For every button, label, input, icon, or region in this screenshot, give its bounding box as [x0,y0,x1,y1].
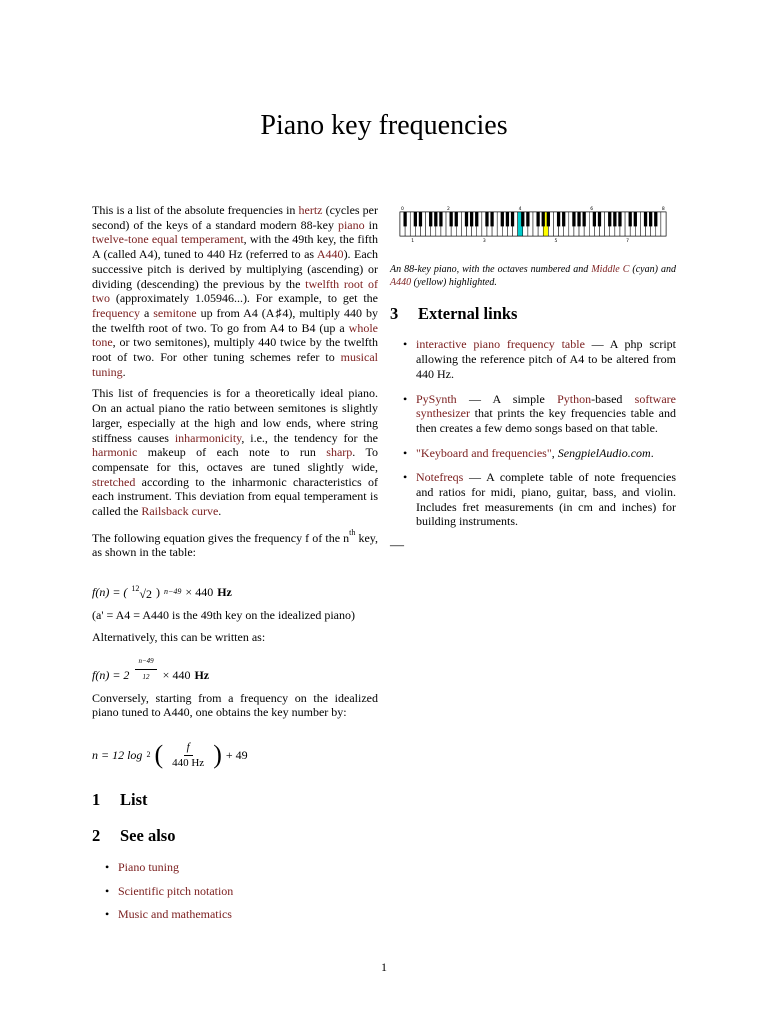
intro-paragraph-1 [92,203,378,379]
text-run: — A simple [456,391,558,406]
black-key [654,212,657,226]
black-key [485,212,488,226]
inline-link[interactable]: musical tuning [92,350,378,379]
text-run: This is a list of the absolute frequencies in [92,203,299,217]
black-key [450,212,453,226]
text-run: makeup of each note to run [137,445,327,460]
black-key [526,212,529,226]
text-run: , with the 49th key, the fifth A (called A4), tuned to 440 Hz (referred to as [92,232,378,262]
black-key [562,212,565,226]
octave-number: 8 [661,207,665,212]
text-run: that prints the key frequencies table and then creates a few demo songs based on that table. [416,406,676,435]
text-run: ). Each successive pitch is derived by multiplying (ascending) or dividing (descending) the previous by the [92,247,379,291]
equation-note: (a' = A4 = A440 is the 49th key on the idealized piano) [92,607,355,622]
inline-link[interactable]: stretched [92,474,136,489]
black-key [439,212,442,226]
alternative-text: Alternatively, this can be written as: [92,629,266,644]
inline-link[interactable]: frequency [92,305,140,320]
black-key [511,212,514,226]
black-key [598,212,601,226]
text-run: , [551,445,558,460]
dash-separator: — [390,538,404,554]
text-run: An 88-key piano, with the octaves numbered and [390,263,592,275]
text-run: . [650,445,654,460]
black-key [593,212,596,226]
see-also-link[interactable]: Music and mathematics [118,907,232,922]
text-run: SengpielAudio.com [557,445,651,460]
black-key [572,212,575,226]
list-item [118,884,378,899]
piano-figure [390,203,676,257]
text-run: (cycles per second) of the keys of a standard modern 88-key [92,203,378,232]
text-run: (cyan) and [629,263,676,275]
text-run: (yellow) highlighted. [411,276,497,288]
figure-caption [390,263,676,289]
inline-link[interactable]: twelve-tone equal temperament [92,232,244,247]
list-item [416,446,676,461]
inline-link[interactable]: Notefreqs [416,470,464,485]
inline-link[interactable]: Python [557,391,592,406]
black-key [403,212,406,226]
text-run: , i.e., the tendency for the [241,430,378,445]
text-run: according to the inharmonic characteristics of each instrument. This deviation from equal temperament is called the [92,474,378,519]
text-run: This list of frequencies is for a theoretically ideal piano. On an actual piano the ratio between semitones is slightly larger, especially at the high and low ends, where string stiffness causes [92,386,378,445]
black-key [455,212,458,226]
external-links-list [390,337,676,529]
black-key [649,212,652,226]
inline-link[interactable]: A440 [390,276,412,288]
black-key [547,212,550,226]
black-key [557,212,560,226]
see-also-list [92,860,378,922]
inline-link[interactable]: piano [337,217,365,232]
see-also-link[interactable]: Piano tuning [118,859,180,874]
section-heading-list: 1 List [92,789,148,809]
black-key [634,212,637,226]
inline-link[interactable]: semitone [153,305,197,320]
inline-link[interactable]: PySynth [416,391,457,406]
black-key [506,212,509,226]
inline-link[interactable]: twelfth root of two [92,276,378,306]
left-column [92,203,378,931]
octave-number: 5 [554,239,558,244]
section-heading-external-links: 3 External links [390,303,518,323]
list-item [416,337,676,381]
black-key [613,212,616,226]
black-key [490,212,493,226]
equation-2: f(n) = 2 $\frac{n-49}{12}$ × 440 Hz [92,666,378,684]
piano-keyboard-image [390,203,676,253]
intro-paragraph-3: The following equation gives the frequency f of the $n^{th}$ key, as shown in the table: [92,527,379,560]
text-run: — A complete table of note frequencies and ratios for midi, piano, guitar, bass, and violin. Includes fret measurements (in cm and inches) for building instruments. [416,470,676,529]
text-run: , or two semitones), multiply 440 twice by the twelfth root of two. For other tuning schemes refer to [92,335,378,365]
black-key [465,212,468,226]
right-column [390,203,676,554]
text-run: a [139,305,154,320]
octave-number: 6 [590,207,594,212]
inline-link[interactable]: whole tone [92,320,378,350]
inline-link[interactable]: Middle C [591,263,630,275]
black-key [521,212,524,226]
white-key [661,212,666,236]
black-key [618,212,621,226]
inline-link[interactable]: A440 [316,247,344,262]
black-key [644,212,647,226]
list-item [118,860,378,875]
inline-link[interactable]: inharmonicity [174,430,242,445]
text-run: . [122,364,126,379]
inline-link[interactable]: Railsback curve [141,504,219,519]
black-key [419,212,422,226]
black-key [542,212,545,226]
black-key [583,212,586,226]
black-key [470,212,473,226]
page-title: Piano key frequencies [260,110,508,141]
black-key [414,212,417,226]
octave-number: 2 [447,207,450,212]
black-key [475,212,478,226]
text-run: -based [591,391,635,406]
conversely-text: Conversely, starting from a frequency on the idealized piano tuned to A440, one obtains the key number by: [92,690,378,720]
octave-number: 0 [401,207,404,212]
list-item [416,392,676,436]
octave-number: 1 [411,239,415,244]
list-item [416,470,676,529]
black-key [577,212,580,226]
inline-link[interactable]: sharp [326,445,353,460]
black-key [629,212,632,226]
black-key [536,212,539,226]
inline-link[interactable]: "Keyboard and frequencies" [416,445,552,460]
list-item [118,907,378,922]
equation-1: f(n) = ( $^{12}$√2 ) n−49 × 440 Hz [92,584,232,602]
text-run: . [218,504,222,519]
text-run: up from A4 (A♯4), multiply 440 by the twelfth root of two. To go from A4 to B4 (up a [92,305,378,335]
page-number: 1 [381,960,387,974]
equation-3: n = 12 log 2 ( $\frac{f}{440 Hz}$ ) + 49 [92,740,248,770]
text-run: . To compensate for this, octaves are tuned slightly wide, [92,445,379,474]
black-key [501,212,504,226]
inline-link[interactable]: hertz [298,203,323,217]
text-run: (approximately 1.05946...). For example, to get the [110,291,378,306]
inline-link[interactable]: interactive piano frequency table [416,337,585,352]
black-key [429,212,432,226]
intro-paragraph-2 [92,386,378,518]
section-heading-see-also: 2 See also [92,826,176,846]
octave-number: 7 [626,239,629,244]
octave-number: 4 [518,207,522,212]
inline-link[interactable]: software synthesizer [416,391,676,421]
text-run: in [364,217,378,232]
inline-link[interactable]: harmonic [92,445,138,460]
black-key [434,212,437,226]
see-also-link[interactable]: Scientific pitch notation [118,883,234,898]
text-run: — A php script allowing the reference pitch of A4 to be altered from 440 Hz. [416,337,676,381]
octave-number: 3 [482,239,486,244]
black-key [608,212,611,226]
